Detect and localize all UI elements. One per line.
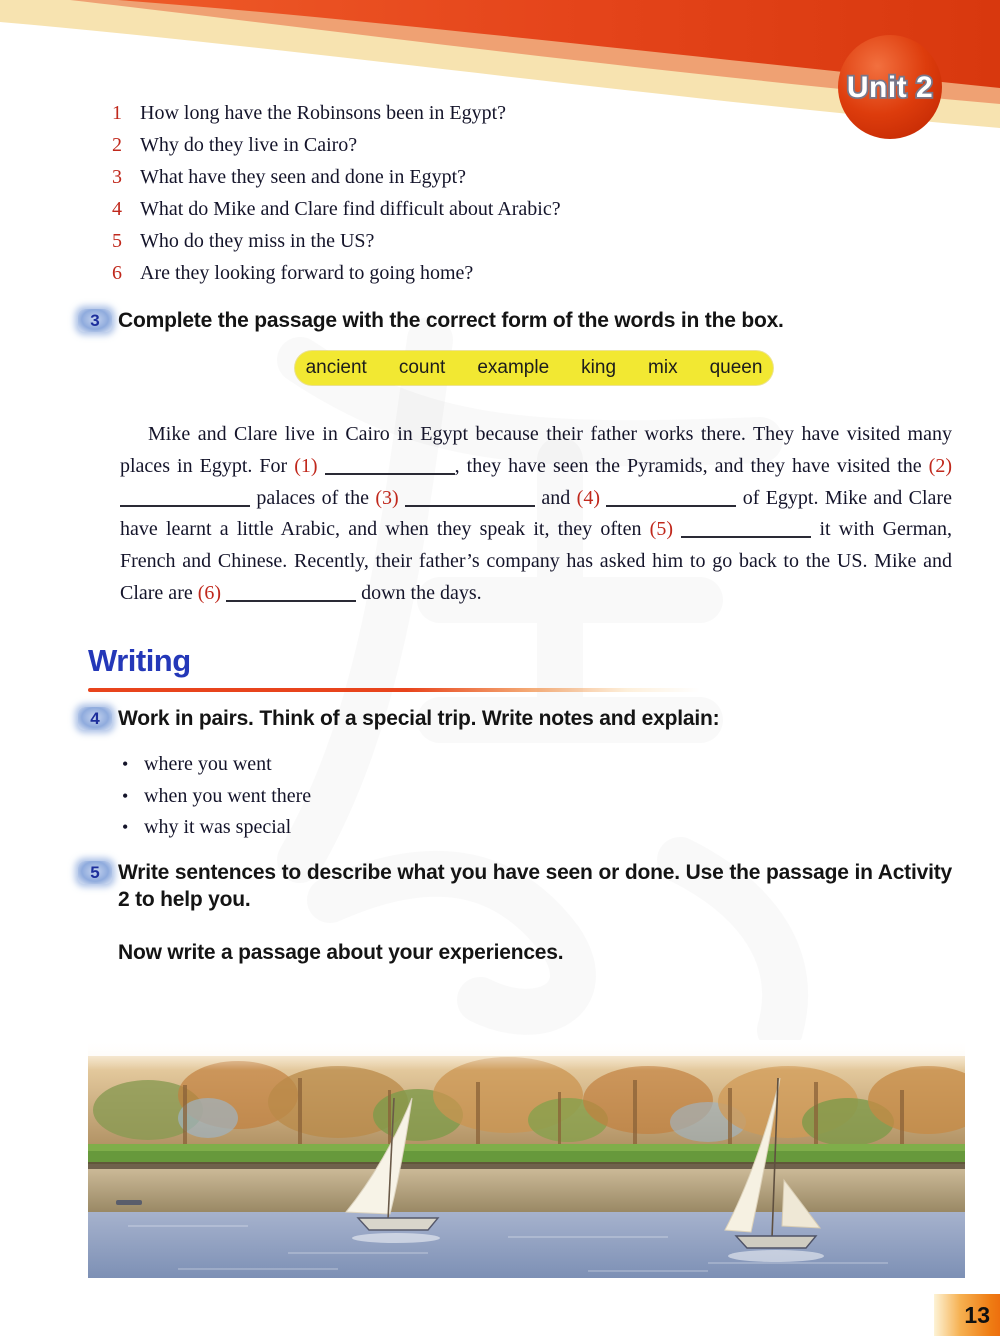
bullet-dot: • (122, 754, 129, 774)
question-text: What do Mike and Clare find difficult about Arabic? (140, 198, 561, 220)
photo-riverbank (88, 1169, 965, 1217)
bullet-text: when you went there (144, 784, 312, 807)
distant-boat (116, 1200, 142, 1205)
page-number: 13 (964, 1301, 990, 1328)
felucca-right-hull (736, 1236, 816, 1248)
word-box-word: mix (648, 357, 678, 378)
question-number: 6 (112, 262, 122, 284)
question-number: 2 (112, 134, 122, 156)
question-item (112, 97, 952, 129)
question-text: Why do they live in Cairo? (140, 134, 358, 156)
nile-photo (88, 1040, 965, 1278)
question-number: 4 (112, 198, 122, 220)
question-item (112, 257, 952, 289)
word-box-word: queen (709, 357, 763, 378)
writing-note: Now write a passage about your experiences. (118, 941, 564, 964)
felucca-left-hull (358, 1218, 438, 1230)
fill-in-blank (405, 491, 535, 507)
bullet-item (122, 812, 311, 844)
question-number: 5 (112, 230, 122, 252)
word-box-word: count (398, 357, 446, 378)
question-item (112, 193, 952, 225)
question-number: 3 (112, 166, 122, 188)
fill-in-blank (681, 522, 811, 538)
question-text: Are they looking forward to going home? (140, 262, 474, 284)
blank-number: (5) (649, 518, 673, 541)
bullet-list (122, 749, 311, 844)
activity5-number: 5 (90, 863, 100, 882)
question-list (112, 97, 952, 289)
word-box-word: king (581, 357, 617, 378)
bullet-dot: • (122, 817, 129, 837)
unit-badge-label: Unit 2 (846, 71, 934, 104)
page-number-bar (934, 1294, 1000, 1336)
felucca-left-reflection (352, 1233, 440, 1243)
blank-number: (3) (375, 486, 399, 509)
blank-number: (2) (928, 454, 952, 477)
blank-number: (4) (576, 486, 600, 509)
felucca-right-reflection (728, 1250, 824, 1262)
blank-number: (1) (294, 454, 318, 477)
activity4-title: Work in pairs. Think of a special trip. Write notes and explain: (118, 707, 720, 730)
fill-in-blank (226, 586, 356, 602)
bullet-item (122, 781, 311, 813)
word-box-word: ancient (305, 357, 367, 378)
question-item (112, 129, 952, 161)
word-box (295, 351, 773, 385)
blank-number: (6) (197, 581, 222, 604)
activity3-badge (78, 309, 112, 332)
fill-in-blank (606, 491, 736, 507)
bullet-item (122, 749, 311, 781)
activity3-title: Complete the passage with the correct form of the words in the box. (118, 309, 784, 332)
question-item (112, 161, 952, 193)
question-item (112, 225, 952, 257)
question-number: 1 (112, 102, 122, 124)
bullet-text: where you went (144, 753, 272, 775)
bullet-dot: • (122, 785, 129, 806)
activity5-title: Write sentences to describe what you have seen or done. Use the passage in Activity 2 to help you. (118, 861, 952, 911)
fill-in-blank (325, 459, 455, 475)
question-text: Who do they miss in the US? (140, 230, 375, 252)
activity3-number: 3 (90, 311, 100, 330)
fill-in-blank (120, 491, 250, 507)
photo-top-fade (88, 1040, 965, 1070)
passage: Mike and Clare live in Cairo in Egypt because their father works there. They have visited many places in Egypt. For (1) , they have seen the Pyramids, and they have visited the (2) palaces of the (3) and (4) of Egypt. Mike and Clare have learnt a little Arabic, and when they speak it, they often (5) it with German, French and Chinese. Recently, their father’s company has asked him to go back to the US. Mike and Clare are (6) down the days. (120, 423, 953, 604)
question-text: What have they seen and done in Egypt? (140, 166, 466, 188)
writing-heading-underline (88, 688, 700, 692)
photo-grass-highlight (88, 1144, 965, 1151)
bullet-text: why it was special (144, 816, 292, 838)
activity4-number: 4 (90, 709, 100, 728)
activity5-badge (78, 861, 112, 884)
activity4-badge (78, 707, 112, 730)
question-text: How long have the Robinsons been in Egypt? (140, 102, 507, 124)
word-box-word: example (477, 357, 550, 378)
writing-section-heading: Writing (88, 643, 191, 678)
